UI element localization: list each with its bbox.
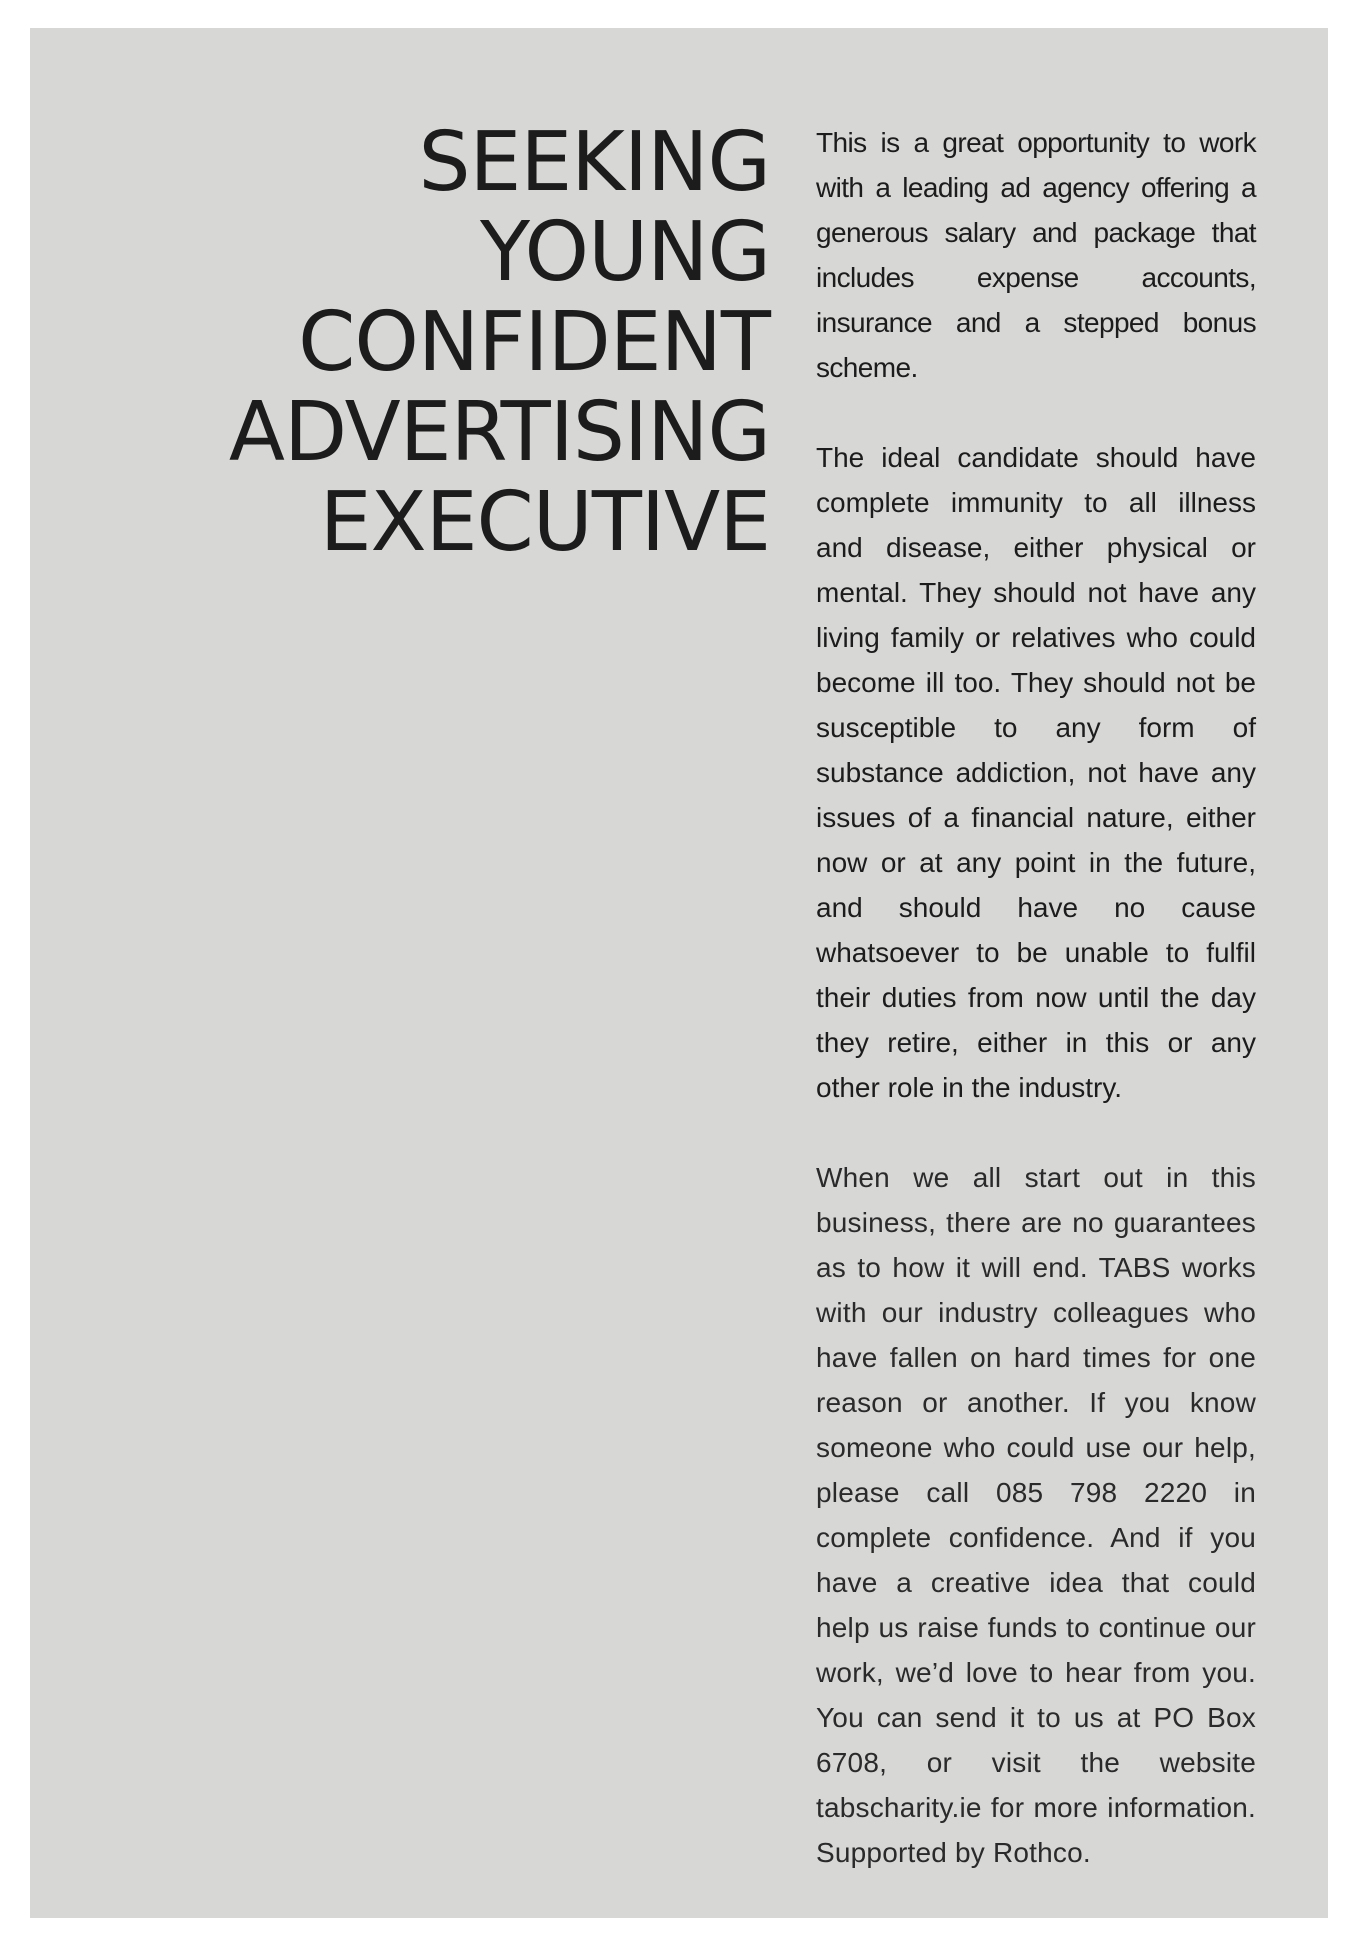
- body-paragraph-charity-info: When we all start out in this business, there are no guarantees as to how it will end. TABS works with our industry colleagues who have fallen on hard times for one reason or another. If you know someone who could use our help, please call 085 798 2220 in complete confidence. And if you have a creative idea that could help us raise funds to continue our work, we’d love to hear from you. You can send it to us at PO Box 6708, or visit the website tabscharity.ie for more information. Supported by Rothco.: [816, 1162, 1256, 1868]
- headline-line-1: SEEKING: [418, 115, 770, 210]
- headline-line-3: CONFIDENT: [298, 295, 770, 390]
- headline: [70, 115, 770, 570]
- headline-line-2: YOUNG: [479, 205, 770, 300]
- headline-line-5: EXECUTIVE: [319, 475, 770, 570]
- poster-page: [30, 28, 1328, 1918]
- headline-line-4: ADVERTISING: [228, 385, 770, 480]
- body-copy-column: [816, 120, 1256, 1920]
- body-paragraph-requirements: The ideal candidate should have complete immunity to all illness and disease, either physical or mental. They should not have any living family or relatives who could become ill too. They should not be susceptible to any form of substance addiction, not have any issues of a financial nature, either now or at any point in the future, and should have no cause whatsoever to be unable to fulfil their duties from now until the day they retire, either in this or any other role in the industry.: [816, 442, 1256, 1103]
- body-paragraph-offer: This is a great opportunity to work with a leading ad agency offering a generous salary and package that includes expense accounts, insurance and a stepped bonus scheme.: [816, 127, 1256, 383]
